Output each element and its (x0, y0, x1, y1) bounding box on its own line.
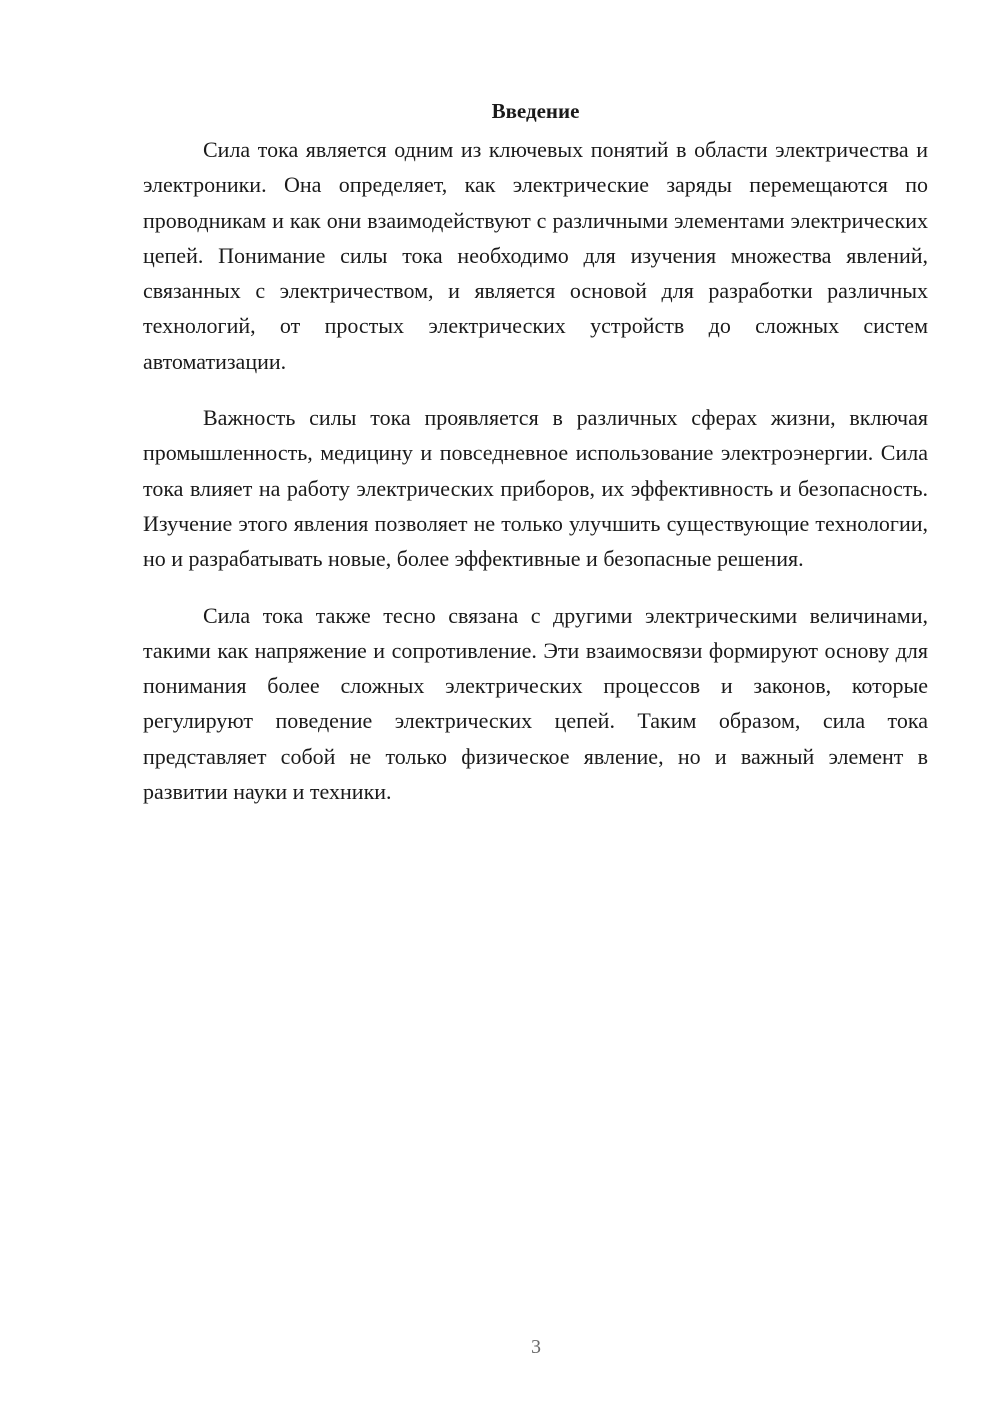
paragraph-2: Важность силы тока проявляется в различных сферах жизни, включая промышленность, медицину и повседневное использование электроэнергии. Сила тока влияет на работу электрических приборов, их эффективность и безопасность. Изучение этого явления позволяет не только улучшить существующие технологии, но и разрабатывать новые, более эффективные и безопасные решения. (143, 405, 928, 572)
page-content (143, 96, 928, 809)
paragraph-3: Сила тока также тесно связана с другими электрическими величинами, такими как напряжение и сопротивление. Эти взаимосвязи формируют основу для понимания более сложных электрических процессов и законов, которые регулируют поведение электрических цепей. Таким образом, сила тока представляет собой не только физическое явление, но и важный элемент в развитии науки и техники. (143, 602, 928, 805)
section-title: Введение (491, 99, 580, 123)
paragraph-1: Сила тока является одним из ключевых понятий в области электричества и электроники. Она определяет, как электрические заряды перемещаются по проводникам и как они взаимодействуют с различными элементами электрических цепей. Понимание силы тока необходимо для изучения множества явлений, связанных с электричеством, и является основой для разработки различных технологий, от простых электрических устройств до сложных систем автоматизации. (143, 137, 928, 374)
page-number: 3 (531, 1336, 541, 1358)
